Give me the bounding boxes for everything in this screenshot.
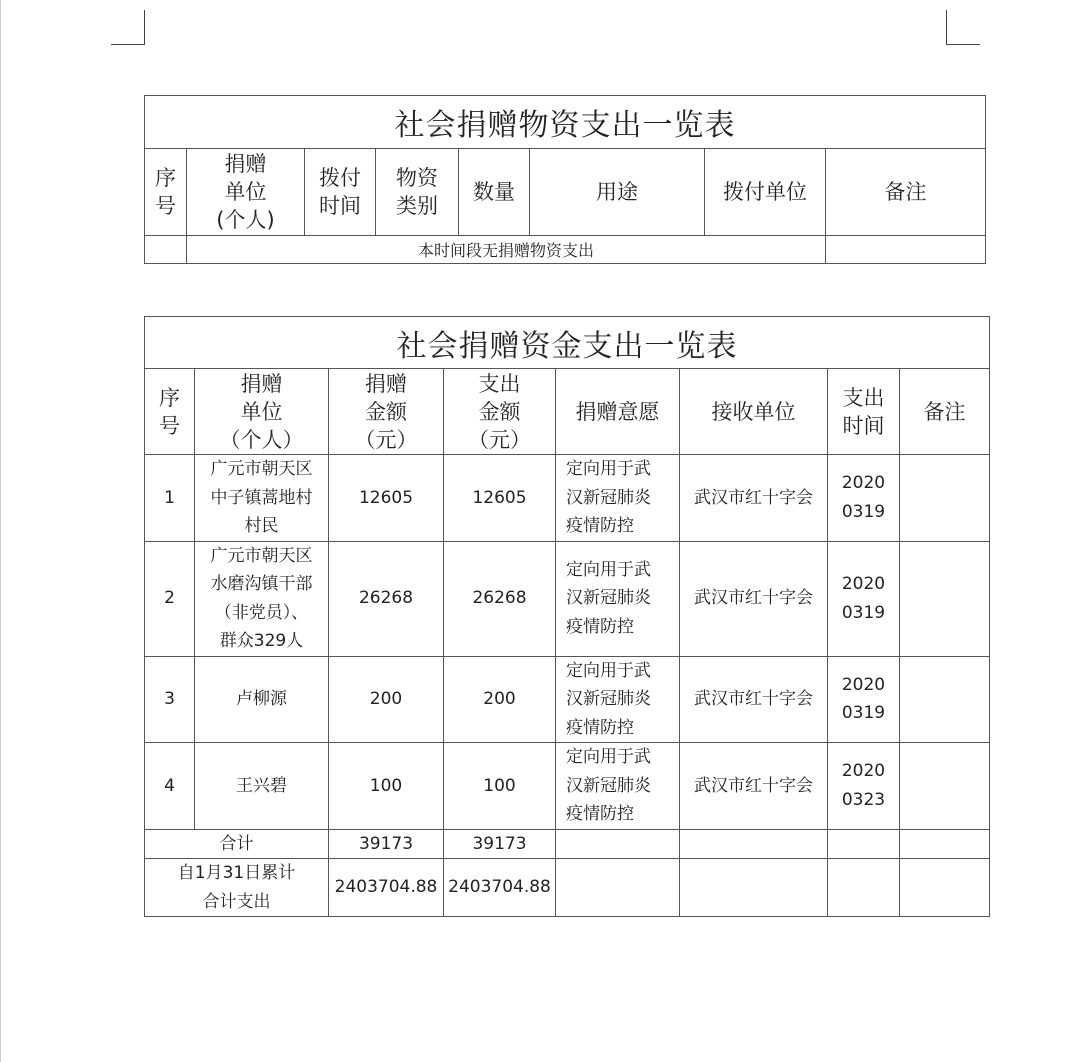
row-note (900, 455, 990, 542)
crop-mark-top-right-horizontal (946, 44, 980, 45)
crop-mark-top-left (144, 10, 145, 44)
row-intent: 定向用于武 汉新冠肺炎 疫情防控 (556, 541, 680, 656)
header-donation-intent: 捐赠意愿 (556, 369, 680, 455)
row-donation: 12605 (329, 455, 444, 542)
empty-cell (900, 829, 990, 859)
row-time: 2020 0323 (828, 743, 900, 830)
row-expense: 200 (444, 656, 556, 743)
header-disburse-unit: 拨付单位 (705, 149, 826, 236)
row-recipient: 武汉市红十字会 (680, 455, 828, 542)
header-index: 序 号 (145, 369, 195, 455)
header-disburse-time: 拨付 时间 (305, 149, 376, 236)
row-recipient: 武汉市红十字会 (680, 743, 828, 830)
header-expense-time: 支出 时间 (828, 369, 900, 455)
row-donor: 广元市朝天区 水磨沟镇干部 （非党员）、 群众329人 (195, 541, 329, 656)
row-recipient: 武汉市红十字会 (680, 541, 828, 656)
row-donor: 王兴碧 (195, 743, 329, 830)
empty-cell (556, 859, 680, 917)
table-row (145, 455, 990, 542)
header-material-type: 物资 类别 (376, 149, 459, 236)
cumulative-row (145, 859, 990, 917)
row-index: 2 (145, 541, 195, 656)
header-remark: 备注 (900, 369, 990, 455)
empty-note: 本时间段无捐赠物资支出 (187, 236, 826, 264)
empty-cell (828, 829, 900, 859)
row-index: 3 (145, 656, 195, 743)
header-recipient: 接收单位 (680, 369, 828, 455)
row-donation: 200 (329, 656, 444, 743)
row-time: 2020 0319 (828, 455, 900, 542)
row-donation: 26268 (329, 541, 444, 656)
header-purpose: 用途 (530, 149, 705, 236)
row-expense: 12605 (444, 455, 556, 542)
empty-cell (680, 859, 828, 917)
funds-expense-table (144, 316, 990, 917)
row-index: 4 (145, 743, 195, 830)
crop-mark-top-left-horizontal (111, 44, 145, 45)
table-row (145, 743, 990, 830)
total-row (145, 829, 990, 859)
funds-table-title: 社会捐赠资金支出一览表 (145, 317, 990, 369)
header-donor: 捐赠 单位 （个人） (195, 369, 329, 455)
row-time: 2020 0319 (828, 656, 900, 743)
total-expense: 39173 (444, 829, 556, 859)
crop-mark-top-right (946, 10, 947, 44)
row-donor: 广元市朝天区 中子镇蒿地村 村民 (195, 455, 329, 542)
row-expense: 100 (444, 743, 556, 830)
empty-cell (145, 236, 187, 264)
row-note (900, 743, 990, 830)
table-row (145, 541, 990, 656)
materials-table-title: 社会捐赠物资支出一览表 (145, 96, 986, 149)
cumulative-donation: 2403704.88 (329, 859, 444, 917)
row-intent: 定向用于武 汉新冠肺炎 疫情防控 (556, 455, 680, 542)
row-time: 2020 0319 (828, 541, 900, 656)
empty-cell (556, 829, 680, 859)
row-donation: 100 (329, 743, 444, 830)
page-edge (0, 0, 1, 1062)
header-index: 序 号 (145, 149, 187, 236)
materials-expense-table (144, 95, 986, 264)
row-donor: 卢柳源 (195, 656, 329, 743)
header-donor: 捐赠 单位 (个人) (187, 149, 305, 236)
row-recipient: 武汉市红十字会 (680, 656, 828, 743)
empty-cell (680, 829, 828, 859)
row-note (900, 541, 990, 656)
total-donation: 39173 (329, 829, 444, 859)
row-intent: 定向用于武 汉新冠肺炎 疫情防控 (556, 656, 680, 743)
header-expense-amount: 支出 金额 （元） (444, 369, 556, 455)
row-expense: 26268 (444, 541, 556, 656)
empty-cell (828, 859, 900, 917)
cumulative-label: 自1月31日累计 合计支出 (145, 859, 329, 917)
table-row (145, 656, 990, 743)
header-remark: 备注 (826, 149, 986, 236)
header-donation-amount: 捐赠 金额 （元） (329, 369, 444, 455)
empty-cell (900, 859, 990, 917)
cumulative-expense: 2403704.88 (444, 859, 556, 917)
header-quantity: 数量 (459, 149, 530, 236)
total-label: 合计 (145, 829, 329, 859)
empty-cell (826, 236, 986, 264)
row-note (900, 656, 990, 743)
row-intent: 定向用于武 汉新冠肺炎 疫情防控 (556, 743, 680, 830)
row-index: 1 (145, 455, 195, 542)
